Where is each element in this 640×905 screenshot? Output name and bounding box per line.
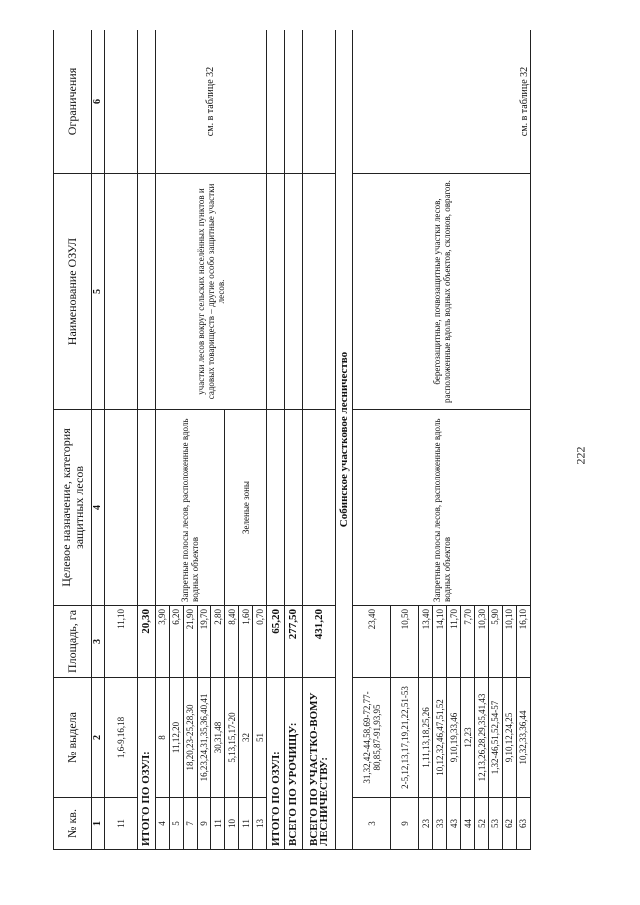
cell-vydel: 10,32,33,36,44 <box>516 678 530 798</box>
cell-vydel: 51 <box>253 678 267 798</box>
cell-area: 10,30 <box>475 606 489 678</box>
col-number: 6 <box>92 30 105 174</box>
header-vydel: № выдела <box>54 678 92 798</box>
cell-area: 7,70 <box>461 606 475 678</box>
cell-category: Зеленые зоны <box>225 410 267 606</box>
cell-area: 10,10 <box>502 606 516 678</box>
cell-empty <box>284 174 302 410</box>
cell-area: 8,40 <box>225 606 239 678</box>
table-row <box>105 30 138 850</box>
cell-kv: 63 <box>516 798 530 850</box>
cell-vydel: 9,10,19,33,46 <box>447 678 461 798</box>
col-number: 2 <box>92 678 105 798</box>
cell-empty <box>284 410 302 606</box>
cell-empty <box>105 410 138 606</box>
cell-area: 19,70 <box>197 606 211 678</box>
total-label: ВСЕГО ПО УЧАСТКО-ВОМУ ЛЕСНИЧЕСТВУ: <box>302 678 335 850</box>
cell-empty <box>267 174 285 410</box>
cell-kv: 11 <box>239 798 253 850</box>
uchastok-total-row <box>302 30 335 850</box>
cell-vydel: 12,13,26,28,29,35,41,43 <box>475 678 489 798</box>
cell-vydel: 16,23,24,31,35,36,40,41 <box>197 678 211 798</box>
cell-empty <box>105 174 138 410</box>
cell-kv: 52 <box>475 798 489 850</box>
cell-vydel: 32 <box>239 678 253 798</box>
cell-empty <box>137 30 155 174</box>
page-number: 222 <box>573 446 588 465</box>
cell-restrictions: см. в таблице 32 <box>155 30 267 174</box>
cell-vydel: 18,20,23-25,28,30 <box>183 678 197 798</box>
cell-area: 1,60 <box>239 606 253 678</box>
cell-area: 16,10 <box>516 606 530 678</box>
cell-vydel: 12,23 <box>461 678 475 798</box>
cell-kv: 33 <box>433 798 447 850</box>
header-row <box>54 30 92 850</box>
cell-area: 11,70 <box>447 606 461 678</box>
cell-category: Запретные полосы лесов, расположенные вдоль водных объектов <box>155 410 225 606</box>
total-area: 20,30 <box>137 606 155 678</box>
cell-vydel: 1,11,13,18,25,26 <box>419 678 433 798</box>
cell-kv: 53 <box>489 798 503 850</box>
cell-category: Запретные полосы лесов, расположенные вдоль водных объектов <box>353 410 531 606</box>
header-kv: № кв. <box>54 798 92 850</box>
cell-kv: 3 <box>353 798 391 850</box>
cell-kv: 9 <box>197 798 211 850</box>
cell-kv: 44 <box>461 798 475 850</box>
ozul-table <box>53 30 531 850</box>
forestry-row <box>335 30 353 850</box>
header-restrictions: Ограничения <box>54 30 92 174</box>
total-row <box>137 30 155 850</box>
cell-empty <box>137 174 155 410</box>
cell-area: 2,80 <box>211 606 225 678</box>
col-number: 1 <box>92 798 105 850</box>
cell-kv: 4 <box>155 798 169 850</box>
table-row <box>155 30 169 850</box>
cell-area: 11,10 <box>105 606 138 678</box>
cell-kv: 9 <box>391 798 419 850</box>
cell-vydel: 31,32,42-44,58,69-72,77-80,85,87-91,93,95 <box>353 678 391 798</box>
cell-kv: 23 <box>419 798 433 850</box>
cell-kv: 43 <box>447 798 461 850</box>
cell-empty <box>302 410 335 606</box>
cell-vydel: 11,12,20 <box>169 678 183 798</box>
total-area: 277,50 <box>284 606 302 678</box>
header-category: Целевое назначение, категория защитных лесов <box>54 410 92 606</box>
col-number: 3 <box>92 606 105 678</box>
cell-area: 23,40 <box>353 606 391 678</box>
cell-vydel: 5,13,15,17-20 <box>225 678 239 798</box>
cell-empty <box>267 410 285 606</box>
cell-vydel: 1,32-46,51,52,54-57 <box>489 678 503 798</box>
cell-empty <box>302 174 335 410</box>
cell-ozul: участки лесов вокруг сельских населённых пунктов и садовых товариществ – другие особо защитные участки лесов. <box>155 174 267 410</box>
total-label: ВСЕГО ПО УРОЧИЩУ: <box>284 678 302 850</box>
table-row <box>353 30 391 850</box>
rotated-table-frame <box>53 30 531 850</box>
cell-kv: 11 <box>105 798 138 850</box>
header-ozul: Наименование ОЗУЛ <box>54 174 92 410</box>
cell-kv: 5 <box>169 798 183 850</box>
cell-area: 13,40 <box>419 606 433 678</box>
cell-restrictions: см. в таблице 32 <box>353 30 531 174</box>
cell-area: 5,90 <box>489 606 503 678</box>
forestry-title: Собинское участковое лесничество <box>335 30 353 850</box>
urochishche-total-row <box>284 30 302 850</box>
col-number: 4 <box>92 410 105 606</box>
col-number: 5 <box>92 174 105 410</box>
rotated-table-sheet <box>53 30 531 850</box>
cell-empty <box>267 30 285 174</box>
column-number-row <box>92 30 105 850</box>
cell-area: 10,50 <box>391 606 419 678</box>
cell-ozul: берегозащитные, почвозащитные участки лесов, расположенные вдоль водных объектов, склонов, оврагов. <box>353 174 531 410</box>
cell-vydel: 2-5,12,13,17,19,21,22,51-53 <box>391 678 419 798</box>
cell-vydel: 8 <box>155 678 169 798</box>
total-area: 65,20 <box>267 606 285 678</box>
cell-vydel: 10,12,32,46,47,51,52 <box>433 678 447 798</box>
cell-empty <box>137 410 155 606</box>
cell-empty <box>284 30 302 174</box>
cell-kv: 7 <box>183 798 197 850</box>
total-area: 431,20 <box>302 606 335 678</box>
cell-area: 0,70 <box>253 606 267 678</box>
cell-kv: 62 <box>502 798 516 850</box>
cell-empty <box>302 30 335 174</box>
cell-vydel: 9,10,12,24,25 <box>502 678 516 798</box>
cell-area: 21,90 <box>183 606 197 678</box>
cell-kv: 10 <box>225 798 239 850</box>
cell-area: 3,90 <box>155 606 169 678</box>
cell-area: 6,20 <box>169 606 183 678</box>
cell-area: 14,10 <box>433 606 447 678</box>
cell-vydel: 1,6-9,16,18 <box>105 678 138 798</box>
total-label: ИТОГО ПО ОЗУЛ: <box>137 678 155 850</box>
cell-vydel: 30,31,48 <box>211 678 225 798</box>
cell-kv: 11 <box>211 798 225 850</box>
total-label: ИТОГО ПО ОЗУЛ: <box>267 678 285 850</box>
total-row <box>267 30 285 850</box>
cell-kv: 13 <box>253 798 267 850</box>
cell-empty <box>105 30 138 174</box>
header-area: Площадь, га <box>54 606 92 678</box>
